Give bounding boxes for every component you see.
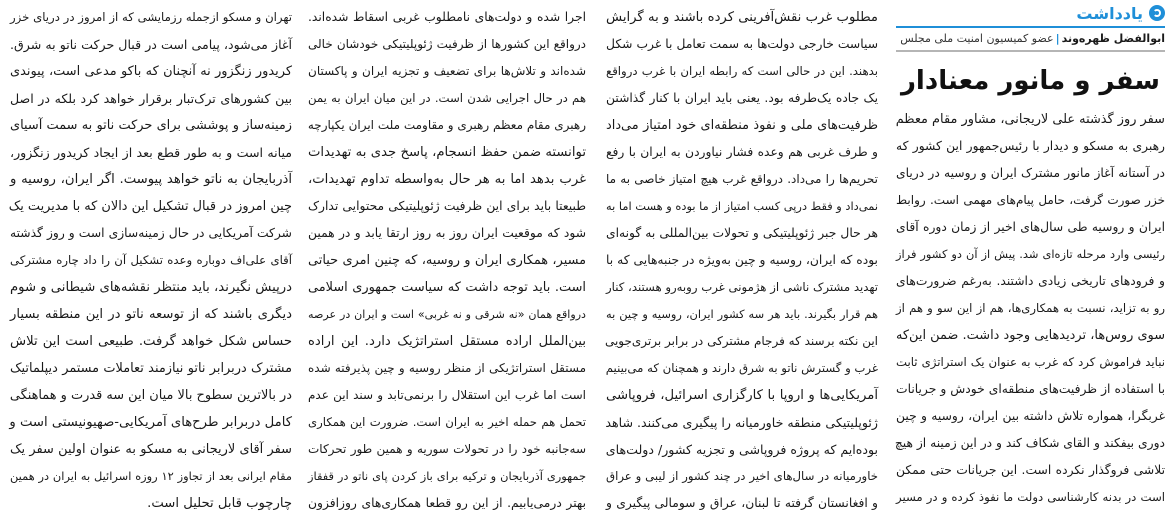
text-line: درواقع این کشورها از ظرفیت ژئوپلیتیکی خودشان خالی [308, 37, 586, 51]
text-line: بوده که ایران، روسیه و چین به‌ویژه در جنبه‌هایی که با [606, 253, 878, 267]
text-line: است اما غرب این استقلال را برنمی‌تابد و سند این عدم [308, 388, 586, 402]
text-line: در بالاترین سطوح بالا میان این سه قدرت و هماهنگی [9, 388, 292, 403]
text-line: مسیر، همکاری ایران و روسیه، که چنین امری حیاتی [308, 253, 586, 268]
text-line: سفر روز گذشته علی لاریجانی، مشاور مقام معظم [895, 112, 1165, 127]
byline-separator: | [1055, 32, 1060, 45]
text-line: و فرودهای تاریخی زیادی داشتند. به‌رغم ضرورت‌های [896, 274, 1165, 288]
text-line: تحریم‌ها را می‌داد. درواقع غرب هیچ امتیاز خاصی به ما [606, 172, 878, 186]
text-line: توانسته ضمن حفظ انسجام، پاسخ جدی به تهدیدات [308, 145, 586, 160]
text-line: غرب بدهد اما به هر حال به‌واسطه تداوم تهدیدات، [308, 172, 586, 187]
text-line: سه‌جانبه خود را در تحولات سوریه و همین طور تحرکات [308, 442, 586, 456]
text-line: هم در حال اجرایی شدن است. در این میان ایران به یمن [308, 91, 586, 105]
column-2-text [606, 4, 878, 517]
text-line: رهبری به مسکو و دیدار با رئیس‌جمهور این کشور که [896, 139, 1165, 153]
text-line: دوری بیفکند و القای شکاف کند و در این زمینه از هیچ [894, 436, 1165, 450]
text-line: با استفاده از ظرفیت‌های منطقه‌ای خودش و جریانات [896, 382, 1165, 396]
text-line: چین امروز در قبال تشکیل این دالان که با مدیریت یک [8, 199, 292, 214]
text-line: است. باید توجه داشت که سیاست جمهوری اسلامی [308, 280, 586, 295]
section-title: یادداشت [1076, 3, 1143, 23]
text-line: مستقل استراتژیکی از منظر روسیه و چین پذیرفته شده [308, 361, 586, 375]
text-line: شرکت آمریکایی در حال زمینه‌سازی است و روز گذشته [10, 226, 292, 240]
text-line: شود که موقعیت ایران روز به روز ارتقا یابد و در همین [308, 226, 586, 240]
text-line: در آستانه آغاز مانور مشترک ایران و روسیه در دریای [896, 166, 1165, 180]
text-line: آمریکایی‌ها و اروپا با کارگزاری اسرائیل، فروپاشی [606, 388, 878, 403]
text-line: خاورمیانه در سال‌های اخیر در چند کشور از لیبی و عراق [606, 469, 878, 483]
text-line: ایران و روسیه طی سال‌های اخیر از زمان دوره آقای [896, 220, 1165, 234]
text-line: هر حال جبر ژئوپلیتیکی و تحولات بین‌المللی به گونه‌ای [606, 226, 878, 240]
text-line: آغاز می‌شود، پیامی است در قبال حرکت ناتو به شرق. [10, 37, 292, 52]
text-line: است در بدنه کارشناسی دولت ما نفوذ کرده و در مسیر [896, 490, 1165, 504]
text-line: رئیسی وارد مرحله تازه‌ای شد. پیش از آن دو کشور فراز [896, 247, 1165, 261]
text-line: تهران و مسکو ازجمله رزمایشی که از امروز در دریای خزر [10, 10, 292, 24]
text-line: کامل دربرابر طرح‌های آمریکایی-صهیونیستی است و [9, 415, 292, 430]
text-line: دیگری باشند که از توسعه ناتو در این منطقه بسیار [10, 307, 292, 322]
text-line: اجرا شده و دولت‌های نامطلوب غربی اسقاط شده‌اند. [308, 10, 586, 24]
text-line: بوده‌ایم که پروژه فروپاشی و تجزیه کشور/ دولت‌های [605, 442, 878, 457]
column-1-text [896, 106, 1165, 511]
text-line: زمینه‌ساز و پوششی برای حرکت ناتو به سمت آسیای [10, 118, 292, 133]
text-line: سیاست خارجی دولت‌ها به سمت تعامل با غرب شکل [606, 37, 878, 51]
text-line: غرب و گسترش ناتو به شرق دارند و همچنان که می‌بینیم [605, 361, 878, 375]
text-line: میانه است و به طور قطع بعد از ایجاد کریدور زنگزور، [10, 145, 292, 160]
text-line: ژئوپلیتیکی منطقه خاورمیانه را پیگیری می‌کنند. شاهد [605, 415, 878, 430]
circle-swirl-icon [1149, 5, 1165, 21]
text-line: مقام ایرانی بعد از تجاوز ۱۲ روزه اسرائیل به ایران در همین [10, 469, 292, 483]
column-3-text [308, 4, 586, 517]
text-line: و طرف غربی هم وعده فشار نیاوردن به ایران با رفع [606, 145, 878, 159]
section-header [896, 0, 1165, 28]
author-role: عضو کمیسیون امنیت ملی مجلس [900, 32, 1054, 45]
text-line: طبیعتا باید برای این ظرفیت ژئوپلیتیکی محتوایی تدارک [308, 199, 586, 213]
text-line: درپیش نگیرند، باید منتظر نقشه‌های شیطانی و شوم [10, 280, 292, 295]
author-name: ابوالفضل ظهره‌وند [1061, 32, 1165, 45]
headline: سفر و مانور معنادار [900, 66, 1161, 96]
text-line: بین‌الملل اراده مستقل استراتژیک دارد. این اراده [308, 334, 586, 349]
text-line: بین کشورهای ترک‌تبار برقرار خواهد کرد بلکه در اصل [10, 91, 292, 106]
text-line: نباید فراموش کرد که غرب به عنوان یک استراتژی ثابت [896, 355, 1165, 369]
text-line: هم قرار بگیرند. باید هر سه کشور ایران، روسیه و چین به [606, 307, 878, 321]
text-line: تحمل هم حمله اخیر به ایران است. ضرورت این همکاری [308, 415, 586, 429]
text-line: بهتر درمی‌یابیم. از این رو قطعا همکاری‌های روزافزون [308, 496, 586, 510]
text-line: آقای علی‌اف دوباره وعده تشکیل آن را داد چاره مشترکی [10, 253, 292, 267]
byline [896, 28, 1165, 52]
text-line: مشترک دربرابر ناتو نیازمند تعاملات مستمر دیپلماتیک [10, 361, 292, 376]
text-line: مطلوب غرب نقش‌آفرینی کرده باشند و به گرایش [606, 10, 878, 25]
text-line: حساس شکل خواهد گرفت. طبیعی است این تلاش [10, 334, 292, 349]
text-line: رهبری مقام معظم رهبری و مقاومت ملت ایران یکپارچه [307, 118, 586, 132]
column-3 [300, 0, 596, 510]
text-line: رو به تزاید، نسبت به همکاری‌ها، هم از این سو و هم از [896, 301, 1165, 315]
text-line: و افغانستان گرفته تا لبنان، عراق و سومالی پیگیری و [606, 496, 878, 510]
column-1 [886, 0, 1171, 504]
text-line: سوی روس‌ها، تردیدهایی وجود داشت. ضمن این‌که [896, 328, 1165, 343]
text-line: جمهوری آذربایجان و ترکیه برای باز کردن پای ناتو در قفقاز [308, 469, 586, 483]
text-line: این نکته برسند که فرجام مشترکی در برابر برتری‌جویی [604, 334, 878, 348]
text-line: تهدید مشترک ناشی از هژمونی غرب روبه‌رو هستند، کنار [606, 280, 878, 294]
text-line: غربگرا، همواره تلاش داشته بین ایران، روسیه و چین [896, 409, 1165, 423]
text-line: چارچوب قابل تحلیل است. [147, 496, 292, 511]
text-line: درواقع همان «نه شرقی و نه غربی» است و ایران در عرصه [308, 308, 586, 321]
column-4-text [10, 4, 292, 517]
text-line: تلاشی فروگذار نکرده است. این جریانات حتی ممکن [896, 463, 1165, 477]
column-4 [0, 0, 300, 511]
text-line: خزر صورت گرفت، حامل پیام‌های مهمی است. روابط [896, 193, 1165, 207]
text-line: ظرفیت‌های ملی و نفوذ منطقه‌ای خود امتیاز می‌داد [606, 118, 878, 133]
text-line: آذربایجان به ناتو خواهد پیوست. اگر ایران، روسیه و [10, 172, 292, 187]
column-2 [596, 0, 886, 510]
text-line: سفر آقای لاریجانی به مسکو به عنوان اولین سفر یک [10, 442, 292, 457]
text-line: شده‌اند و تلاش‌ها برای تضعیف و تجزیه ایران و پاکستان [308, 64, 586, 78]
text-line: بدهند. این در حالی است که رابطه ایران با غرب درواقع [606, 64, 878, 78]
text-line: نمی‌داد و فقط درپی کسب امتیاز از ما بوده و هست اما به [606, 199, 878, 213]
text-line: یک جاده یک‌طرفه بود. یعنی باید ایران با کنار گذاشتن [606, 91, 878, 105]
text-line: کریدور زنگزور نه آنچنان که باکو مدعی است، پیوندی [10, 64, 292, 79]
